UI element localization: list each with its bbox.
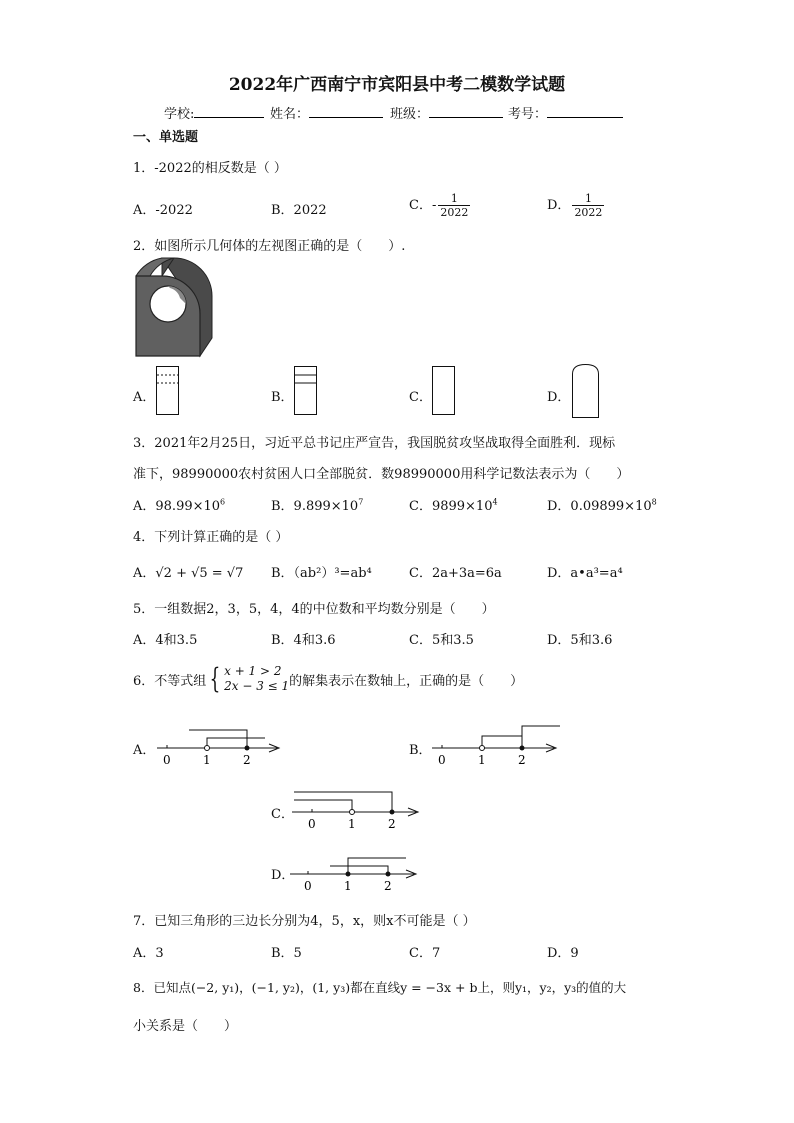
q6d-tick-2: 2: [384, 879, 392, 893]
q6c-tick-2: 2: [388, 817, 396, 831]
q1-option-c-fraction: [438, 192, 470, 219]
q7-option-b: B．5: [271, 946, 302, 961]
q2-option-a-figure: [156, 366, 180, 416]
q3-option-d-exponent: 8: [651, 497, 657, 507]
q6-option-d: D．: [271, 868, 295, 883]
q6b-tick-2: 2: [518, 753, 526, 767]
q1-option-c-prefix: C．-: [409, 198, 437, 213]
solid-figure-image: [134, 258, 224, 360]
q6a-tick-2: 2: [243, 753, 251, 767]
question-2-stem: 2．如图所示几何体的左视图正确的是（ ）.: [133, 239, 406, 254]
name-label: 姓名：: [270, 107, 310, 122]
q5-option-b: B．4和3.6: [271, 633, 336, 648]
exam-no-blank: [547, 104, 623, 118]
q6-option-c-numberline: [290, 786, 424, 834]
q4-option-b: B．（ab²）³=ab⁴: [271, 566, 372, 581]
q2-option-b: B．: [271, 390, 294, 405]
q6-stem-pre: 6．不等式组: [133, 673, 207, 689]
q1-c-denominator: 2022: [440, 206, 469, 219]
name-blank: [309, 104, 383, 118]
q6-stem-post: 的解集表示在数轴上，正确的是（ ）: [289, 673, 524, 689]
q1-option-d-prefix: D．: [547, 198, 571, 213]
inequality-row-2: 2x − 3 ≤ 1: [224, 679, 290, 693]
inequality-row-1: x + 1 > 2: [224, 664, 282, 678]
class-field: [390, 103, 503, 122]
q2-option-d-figure: [572, 364, 600, 418]
inequality-rows: [224, 664, 289, 694]
q1-option-d: [547, 192, 604, 219]
q1-option-a: A．-2022: [133, 203, 193, 218]
question-8-line1: 8．已知点(−2, y₁)，(−1, y₂)，(1, y₃)都在直线y = −3x + b上，则y₁，y₂，y₃的值的大: [133, 980, 627, 995]
q6b-tick-1: 1: [478, 753, 486, 767]
school-blank: [194, 104, 264, 118]
brace-icon: {: [209, 662, 221, 695]
q3-option-a: [133, 495, 225, 514]
q3-option-a-exponent: 6: [220, 497, 226, 507]
page-title: 2022年广西南宁市宾阳县中考二模数学试题: [228, 75, 566, 95]
inequality-system: [206, 664, 289, 694]
q6c-tick-0: 0: [308, 817, 316, 831]
q4-option-a: A．√2 + √5 = √7: [133, 566, 244, 581]
q6-option-b-numberline: [430, 722, 562, 770]
q6-option-d-numberline: [288, 848, 422, 896]
q6a-tick-0: 0: [163, 753, 171, 767]
q7-option-d: D．9: [547, 946, 579, 961]
q1-c-numerator: 1: [450, 192, 458, 205]
q3-option-d: [547, 495, 657, 514]
q6-option-a: A．: [133, 743, 156, 758]
q6-option-a-numberline: [155, 722, 285, 770]
question-3-line2: 准下，98990000农村贫困人口全部脱贫．数98990000用科学记数法表示为（ ）: [133, 467, 630, 482]
class-blank: [429, 104, 503, 118]
q1-option-d-fraction: [572, 192, 604, 219]
q6-option-c: C．: [271, 807, 294, 822]
section-heading: 一、单选题: [133, 130, 199, 145]
q1-option-b: B．2022: [271, 203, 327, 218]
question-1-stem: 1．-2022的相反数是（ ）: [133, 161, 287, 176]
q6d-tick-0: 0: [304, 879, 312, 893]
school-label: 学校:: [164, 107, 195, 122]
question-3-line1: 3．2021年2月25日，习近平总书记庄严宣告，我国脱贫攻坚战取得全面胜利．现标: [133, 436, 616, 451]
q3-option-b-exponent: 7: [358, 497, 364, 507]
q5-option-c: C．5和3.5: [409, 633, 474, 648]
exam-no-field: [508, 103, 623, 122]
q4-option-c: C．2a+3a=6a: [409, 566, 502, 581]
q3-option-d-base: D．0.09899×10: [547, 499, 652, 514]
exam-no-label: 考号：: [508, 107, 548, 122]
q1-option-c: [409, 192, 470, 219]
q5-option-d: D．5和3.6: [547, 633, 613, 648]
q1-d-numerator: 1: [584, 192, 592, 205]
q7-option-c: C．7: [409, 946, 441, 961]
question-4-stem: 4．下列计算正确的是（ ）: [133, 530, 289, 545]
question-5-stem: 5．一组数据2，3，5，4，4的中位数和平均数分别是（ ）: [133, 602, 495, 617]
q7-option-a: A．3: [133, 946, 164, 961]
question-6-stem: [133, 664, 523, 694]
q2-option-d: D．: [547, 390, 571, 405]
q2-option-c: C．: [409, 390, 432, 405]
q3-option-b: [271, 495, 363, 514]
q3-option-c-exponent: 4: [492, 497, 498, 507]
question-7-stem: 7．已知三角形的三边长分别为4，5，x，则x不可能是（ ）: [133, 914, 476, 929]
q2-option-a: A．: [133, 390, 156, 405]
name-field: [270, 103, 383, 122]
q3-option-b-base: B．9.899×10: [271, 499, 359, 514]
q3-option-c-base: C．9899×10: [409, 499, 493, 514]
school-field: [164, 103, 264, 122]
q2-option-b-figure: [294, 366, 318, 416]
q5-option-a: A．4和3.5: [133, 633, 198, 648]
q2-option-c-figure: [432, 366, 456, 416]
q4-option-d: D．a•a³=a⁴: [547, 566, 623, 581]
q3-option-c: [409, 495, 498, 514]
q6a-tick-1: 1: [203, 753, 211, 767]
q6-option-b: B．: [409, 743, 432, 758]
q6c-tick-1: 1: [348, 817, 356, 831]
q6b-tick-0: 0: [438, 753, 446, 767]
class-label: 班级：: [390, 107, 430, 122]
q6d-tick-1: 1: [344, 879, 352, 893]
q3-option-a-base: A．98.99×10: [133, 499, 221, 514]
question-8-line2: 小关系是（ ）: [133, 1019, 238, 1034]
q1-d-denominator: 2022: [574, 206, 603, 219]
